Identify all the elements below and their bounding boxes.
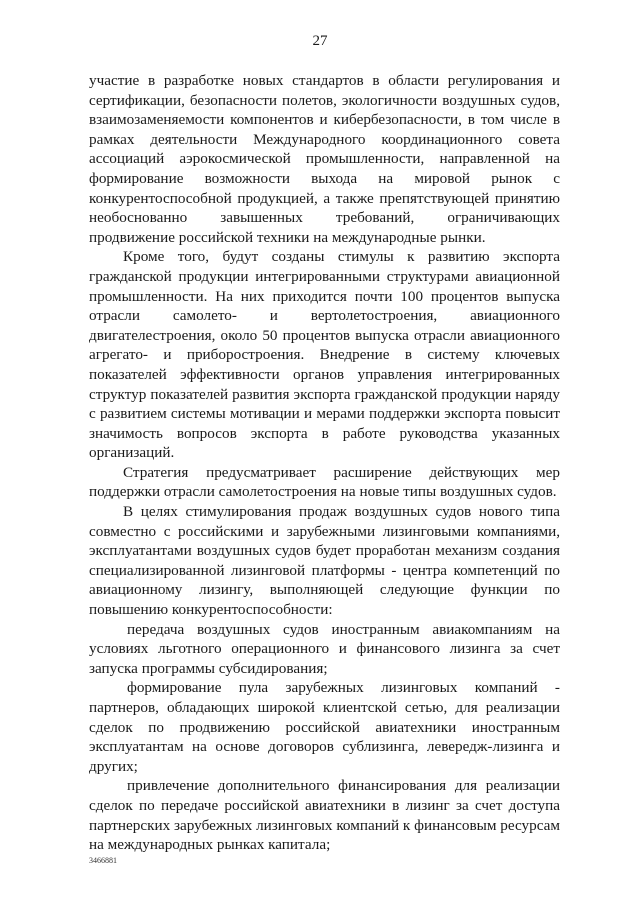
paragraph-list-item-transfer: передача воздушных судов иностранным авиакомпаниям на условиях льготного операционного и финансового лизинга за счет запуска программы субсидирования; bbox=[89, 620, 560, 677]
page-number: 27 bbox=[312, 33, 328, 49]
paragraph-export-stimuli: Кроме того, будут созданы стимулы к развитию экспорта гражданской продукции интегрированными структурами авиационной промышленности. На них приходится почти 100 процентов выпуска отрасли самолето- и вертолетостроения, авиационного двигателестроения, около 50 процентов выпуска отрасли авиационного агрегато- и приборостроения. Внедрение в систему ключевых показателей эффективности органов управления интегрированных структур показателей развития экспорта гражданской продукции наряду с развитием системы мотивации и мерами поддержки экспорта повысит значимость вопросов экспорта в работе руководства указанных организаций. bbox=[89, 248, 560, 462]
paragraph-leasing-platform: В целях стимулирования продаж воздушных судов нового типа совместно с российскими и зарубежными лизинговыми компаниями, эксплуатантами воздушных судов будет проработан механизм создания специализированной лизинговой платформы - центра компетенций по авиационному лизингу, выполняющей следующие функции по повышению конкурентоспособности: bbox=[89, 503, 560, 619]
paragraph-list-item-pool: формирование пула зарубежных лизинговых компаний - партнеров, обладающих широкой клиентской сетью, для реализации сделок по продвижению российской авиатехники иностранным эксплуатантам на основе договоров сублизинга, левередж-лизинга и других; bbox=[89, 679, 560, 775]
document-id: 3466881 bbox=[89, 856, 117, 865]
paragraph-list-item-financing: привлечение дополнительного финансирования для реализации сделок по передаче российской авиатехники в лизинг за счет доступа партнерских зарубежных лизинговых компаний к финансовым ресурсам на международных рынках капитала; bbox=[89, 777, 560, 854]
paragraph-standards: участие в разработке новых стандартов в области регулирования и сертификации, безопасности полетов, экологичности воздушных судов, взаимозаменяемости компонентов и кибербезопасности, в том числе в рамках деятельности Международного координационного совета ассоциаций аэрокосмической промышленности, направленной на формирование возможности выхода на мировой рынок с конкурентоспособной продукцией, а также препятствующей принятию необоснованно завышенных требований, ограничивающих продвижение российской техники на международные рынки. bbox=[89, 72, 560, 246]
paragraph-strategy-support: Стратегия предусматривает расширение действующих мер поддержки отрасли самолетостроения на новые типы воздушных судов. bbox=[89, 463, 560, 501]
document-body bbox=[89, 71, 560, 855]
